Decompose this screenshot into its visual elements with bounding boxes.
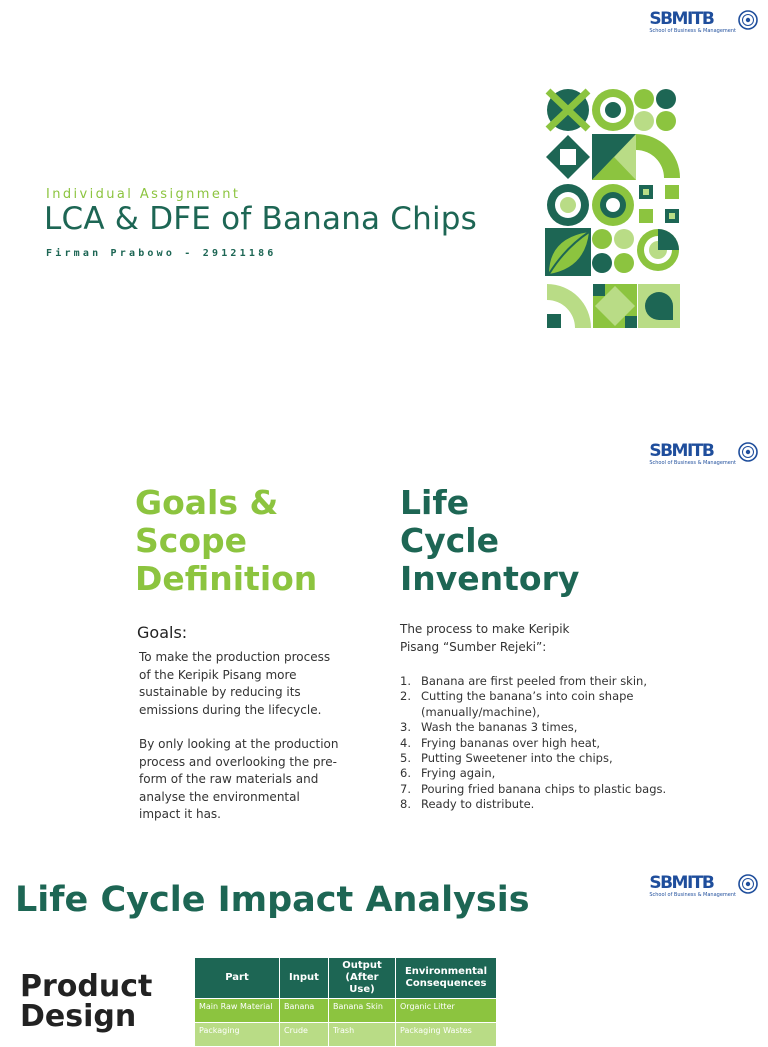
table-cell: Banana Skin	[329, 999, 396, 1023]
logo-sbm-text: SBM	[649, 873, 687, 893]
pattern-small-dots	[592, 229, 634, 273]
heading-line: Goals &	[135, 483, 279, 522]
process-steps-list	[400, 674, 700, 813]
itb-seal-icon	[738, 442, 758, 462]
table-cell: Crude	[280, 1023, 329, 1047]
goals-paragraph: To make the production process of the Keripik Pisang more sustainable by reducing its emissions during the lifecycle.	[139, 650, 331, 717]
step-text: Banana are first peeled from their skin,	[421, 674, 647, 688]
pattern-arc	[636, 134, 680, 178]
title-slide	[0, 0, 768, 400]
heading-line: Product	[20, 969, 153, 1004]
list-item	[400, 720, 700, 735]
col-header-output: Output (After Use)	[329, 958, 396, 999]
table-cell: Packaging	[195, 1023, 280, 1047]
step-number: 1.	[400, 674, 411, 688]
heading-line: Life	[400, 483, 470, 522]
list-item	[400, 674, 700, 689]
pattern-diamond	[545, 134, 591, 180]
col-header-part: Part	[195, 958, 280, 999]
list-item	[400, 797, 700, 812]
product-design-heading	[20, 969, 153, 1034]
table-cell: Trash	[329, 1023, 396, 1047]
goals-paragraph: By only looking at the production process and overlooking the pre-form of the raw materials and analyse the environmental impact it has.	[139, 737, 339, 821]
step-number: 2.	[400, 689, 411, 704]
step-number: 4.	[400, 735, 411, 750]
process-intro: The process to make Keripik Pisang “Sumber Rejeki”:	[400, 622, 570, 654]
table-cell: Banana	[280, 999, 329, 1023]
table-row	[195, 1023, 497, 1047]
sbm-itb-logo	[649, 874, 758, 898]
pattern-grid-squares	[637, 184, 680, 226]
step-number: 7.	[400, 781, 411, 796]
goals-scope-heading	[135, 484, 317, 598]
itb-seal-icon	[738, 10, 758, 30]
table-row	[195, 999, 497, 1023]
pattern-triangles	[592, 134, 636, 180]
table-cell: Packaging Wastes	[396, 1023, 497, 1047]
col-header-consequences: Environmental Consequences	[396, 958, 497, 999]
logo-sbm-text: SBM	[649, 9, 687, 29]
pattern-drop	[638, 284, 680, 328]
pattern-checker-diamond	[593, 284, 637, 328]
logo-itb-text: ITB	[686, 873, 714, 893]
goals-body	[139, 649, 339, 841]
heading-line: Scope	[135, 521, 248, 560]
pattern-ring-3	[592, 184, 634, 226]
presentation-title: LCA & DFE of Banana Chips	[44, 201, 478, 237]
step-text: Putting Sweetener into the chips,	[421, 751, 613, 766]
list-item	[400, 782, 700, 797]
goals-label: Goals:	[137, 623, 188, 642]
list-item	[400, 689, 700, 720]
sbm-itb-logo	[649, 10, 758, 34]
table-cell: Organic Litter	[396, 999, 497, 1023]
step-number: 6.	[400, 766, 411, 781]
step-text: Ready to distribute.	[421, 797, 535, 812]
author-line: Firman Prabowo - 29121186	[46, 248, 277, 259]
step-text: Wash the bananas 3 times,	[421, 720, 578, 735]
pattern-leaves	[545, 228, 591, 276]
impact-analysis-slide	[0, 860, 768, 1035]
logo-itb-text: ITB	[686, 9, 714, 29]
impact-table	[194, 957, 497, 1047]
heading-line: Definition	[135, 559, 318, 598]
logo-subtitle: School of Business & Management	[649, 28, 736, 34]
list-item	[400, 766, 700, 781]
geometric-pattern-graphic	[545, 88, 681, 330]
pattern-ring	[592, 89, 634, 131]
table-cell: Main Raw Material	[195, 999, 280, 1023]
logo-subtitle: School of Business & Management	[649, 460, 736, 466]
logo-subtitle: School of Business & Management	[649, 892, 736, 898]
life-cycle-inventory-heading	[400, 484, 579, 598]
step-text: Cutting the banana’s into coin shape (manually/machine),	[421, 689, 634, 719]
pattern-dots	[634, 89, 676, 131]
itb-seal-icon	[738, 874, 758, 894]
step-number: 8.	[400, 797, 411, 812]
step-text: Pouring fried banana chips to plastic bags.	[421, 781, 667, 796]
sbm-itb-logo	[649, 442, 758, 466]
heading-line: Inventory	[400, 559, 580, 598]
pattern-ring-2	[547, 184, 589, 226]
pattern-leaf-cross	[547, 89, 589, 131]
logo-sbm-text: SBM	[649, 441, 687, 461]
assignment-kicker: Individual Assignment	[46, 187, 241, 202]
step-text: Frying again,	[421, 766, 496, 781]
heading-line: Cycle	[400, 521, 499, 560]
table-header-row	[195, 958, 497, 999]
pattern-quarter-ring	[547, 284, 591, 328]
logo-itb-text: ITB	[686, 441, 714, 461]
heading-line: Design	[20, 999, 137, 1034]
step-number: 5.	[400, 751, 411, 766]
step-text: Frying bananas over high heat,	[421, 735, 601, 750]
lcia-title: Life Cycle Impact Analysis	[15, 880, 530, 920]
list-item	[400, 736, 700, 751]
col-header-input: Input	[280, 958, 329, 999]
step-number: 3.	[400, 720, 411, 735]
list-item	[400, 751, 700, 766]
pattern-ring-4	[637, 229, 679, 271]
goals-and-inventory-slide	[0, 430, 768, 850]
